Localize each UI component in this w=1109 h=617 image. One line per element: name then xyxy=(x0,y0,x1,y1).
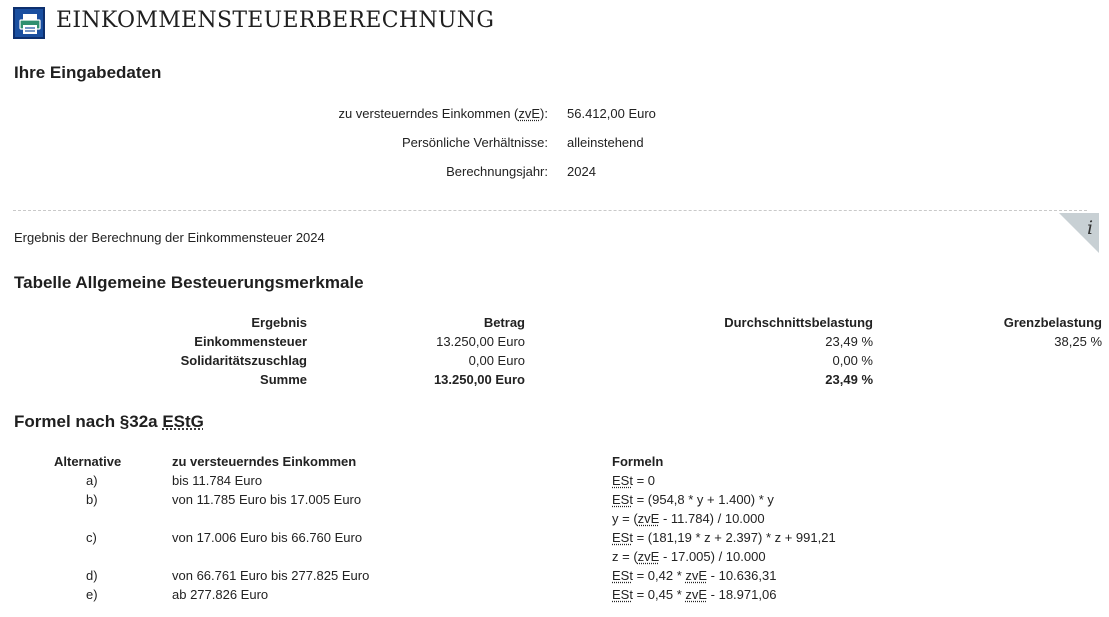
page-title: EINKOMMENSTEUERBERECHNUNG xyxy=(56,8,495,33)
formula-line: ESt = (181,19 * z + 2.397) * z + 991,21 xyxy=(612,530,836,545)
formula-line: ESt = (954,8 * y + 1.400) * y xyxy=(612,492,774,507)
formula-line: z = (zvE - 17.005) / 10.000 xyxy=(612,549,766,564)
input-value-year: 2024 xyxy=(567,164,596,179)
formula-range: bis 11.784 Euro xyxy=(172,473,263,488)
formula-alt: e) xyxy=(86,587,98,602)
section-divider xyxy=(13,210,1087,211)
table-heading: Tabelle Allgemeine Besteuerungsmerkmale xyxy=(14,273,364,292)
table-cell-grenz: 38,25 % xyxy=(1054,334,1102,349)
formula-alt: c) xyxy=(86,530,97,545)
table-cell-betrag: 0,00 Euro xyxy=(468,353,525,368)
table-cell-betrag: 13.250,00 Euro xyxy=(433,372,525,387)
table-cell-durchschnitt: 23,49 % xyxy=(825,334,873,349)
formula-alt: b) xyxy=(86,492,98,507)
formula-range: von 11.785 Euro bis 17.005 Euro xyxy=(172,492,362,507)
formula-alt: d) xyxy=(86,568,98,583)
zve-abbr: zvE xyxy=(518,106,541,121)
col-header-alternative: Alternative xyxy=(54,454,122,469)
table-row-label: Solidaritätszuschlag xyxy=(180,353,307,368)
input-label-year: Berechnungsjahr: xyxy=(446,164,548,179)
col-header-range: zu versteuerndes Einkommen xyxy=(172,454,357,469)
formula-line: ESt = 0,42 * zvE - 10.636,31 xyxy=(612,568,777,583)
formula-line: ESt = 0,45 * zvE - 18.971,06 xyxy=(612,587,777,602)
formula-line: ESt = 0 xyxy=(612,473,656,488)
printer-icon[interactable] xyxy=(13,7,45,39)
table-cell-durchschnitt: 23,49 % xyxy=(825,372,873,387)
formula-line: y = (zvE - 11.784) / 10.000 xyxy=(612,511,765,526)
table-cell-betrag: 13.250,00 Euro xyxy=(436,334,525,349)
estg-abbr: EStG xyxy=(162,412,204,431)
formula-range: von 17.006 Euro bis 66.760 Euro xyxy=(172,530,363,545)
col-header-durchschnitt: Durchschnittsbelastung xyxy=(724,315,873,330)
formula-alt: a) xyxy=(86,473,98,488)
col-header-betrag: Betrag xyxy=(483,315,525,330)
table-row-label: Einkommensteuer xyxy=(194,334,307,349)
table-row-label: Summe xyxy=(260,372,307,387)
formula-heading: Formel nach §32a EStG xyxy=(14,412,204,431)
input-label-status: Persönliche Verhältnisse: xyxy=(402,135,548,150)
inputs-heading: Ihre Eingabedaten xyxy=(14,63,162,82)
input-label-zve: zu versteuerndes Einkommen (zvE): xyxy=(338,106,548,121)
info-icon[interactable] xyxy=(1059,213,1099,253)
table-cell-durchschnitt: 0,00 % xyxy=(832,353,873,368)
input-value-zve: 56.412,00 Euro xyxy=(567,106,656,121)
svg-text:i: i xyxy=(1087,217,1094,239)
formula-range: ab 277.826 Euro xyxy=(172,587,269,602)
input-value-status: alleinstehend xyxy=(567,135,644,150)
col-header-grenz: Grenzbelastung xyxy=(1003,315,1102,330)
col-header-formeln: Formeln xyxy=(612,454,664,469)
result-note: Ergebnis der Berechnung der Einkommensteuer 2024 xyxy=(14,230,325,245)
col-header-ergebnis: Ergebnis xyxy=(251,315,307,330)
formula-range: von 66.761 Euro bis 277.825 Euro xyxy=(172,568,370,583)
